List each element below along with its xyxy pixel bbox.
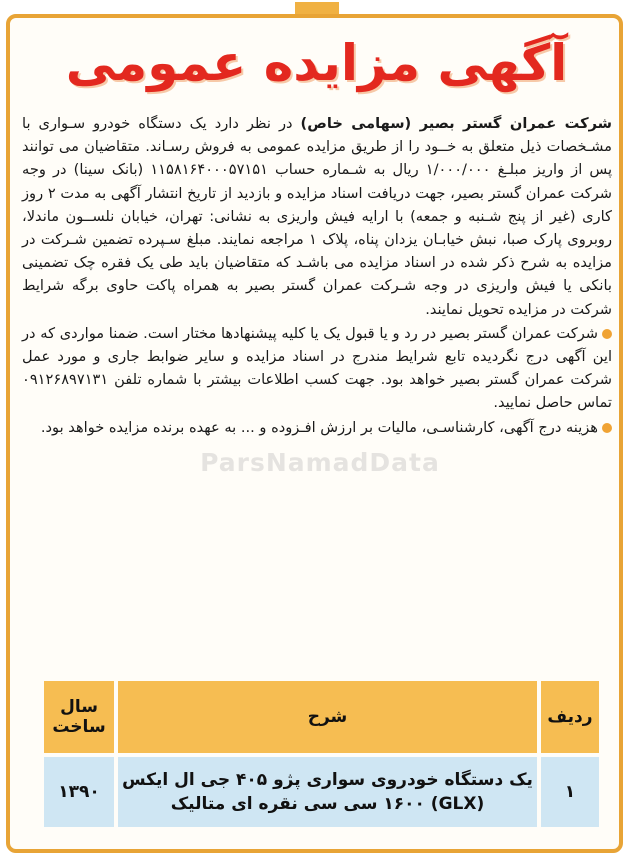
watermark: ParsNamadData xyxy=(200,448,440,477)
header-row-number: ردیف xyxy=(541,681,599,753)
note-paragraph-1 xyxy=(22,322,612,415)
cell-year: ۱۳۹۰ xyxy=(44,757,114,827)
table-row xyxy=(44,757,599,827)
table-header-row xyxy=(44,681,599,753)
company-name: شرکت عمران گستر بصیر (سهامی خاص) xyxy=(300,115,612,132)
intro-paragraph xyxy=(22,112,612,321)
header-year: سال ساخت xyxy=(44,681,114,753)
notice-body xyxy=(22,112,612,439)
bullet-icon xyxy=(602,329,612,339)
cell-row-number: ۱ xyxy=(541,757,599,827)
note-2-text: هزینه درج آگهی، کارشناسـی، مالیات بر ارزش افـزوده و ... به عهده برنده مزایده خواهد بود. xyxy=(40,418,598,436)
header-description: شرح xyxy=(118,681,537,753)
bullet-icon xyxy=(602,423,612,433)
note-paragraph-2 xyxy=(22,416,612,439)
cell-description: یک دستگاه خودروی سواری پژو ۴۰۵ جی ال ایکس (GLX) ۱۶۰۰ سی سی نقره ای متالیک xyxy=(118,757,537,827)
note-1-text: شرکت عمران گستر بصیر در رد و یا قبول یک یا کلیه پیشنهادها مختار است. ضمنا مواردی که در این آگهی درج نگردیده تابع شرایط مندرج در اسناد مزایده و سایر ضوابط جاری و مورد عمل شرکت عمران گستر بصیر خواهد بود. جهت کسب اطلاعات بیشتر با شماره تلفن ۰۹۱۲۶۸۹۷۱۳۱ تماس حاصل نمایید. xyxy=(22,324,612,412)
items-table xyxy=(40,677,603,831)
intro-text: در نظر دارد یک دستگاه خودرو سـواری با مشـخصات ذیل متعلق به خــود را از طریق مزایده عمومی به فروش رسـاند. متقاضیان می توانند پس از واریز مبلـغ ۱/۰۰۰/۰۰۰ ریال به شـماره حساب ۱۱۵۸۱۶۴۰۰۰۵۷۱۵۱ (بانک سینا) در وجه شرکت عمران گستر بصیر، جهت دریافت اسناد مزایده و بازدید از تاریخ انتشار آگهی به مدت ۲ روز کاری (غیر از پنج شـنبه و جمعه) با ارایه فیش واریزی به نشانی: تهران، خیابان نلســون ماندلا، روبروی پارک صبا، نبش خیابـان یزدان پناه، پلاک ۱ مراجعه نمایند. مبلغ سـپرده تضمین شـرکت در مزایده به شرح ذکر شده در اسناد مزایده می باشـد که متقاضیان باید طی یک فقره چک تضمینی بانکی یا فیش واریزی در وجه شـرکت عمران گستر بصیر به همراه پاکت حاوی برگه شرایط شرکت در مزایده تحویل نمایند. xyxy=(22,115,613,318)
notice-title: آگهی مزایده عمومی xyxy=(65,34,568,92)
